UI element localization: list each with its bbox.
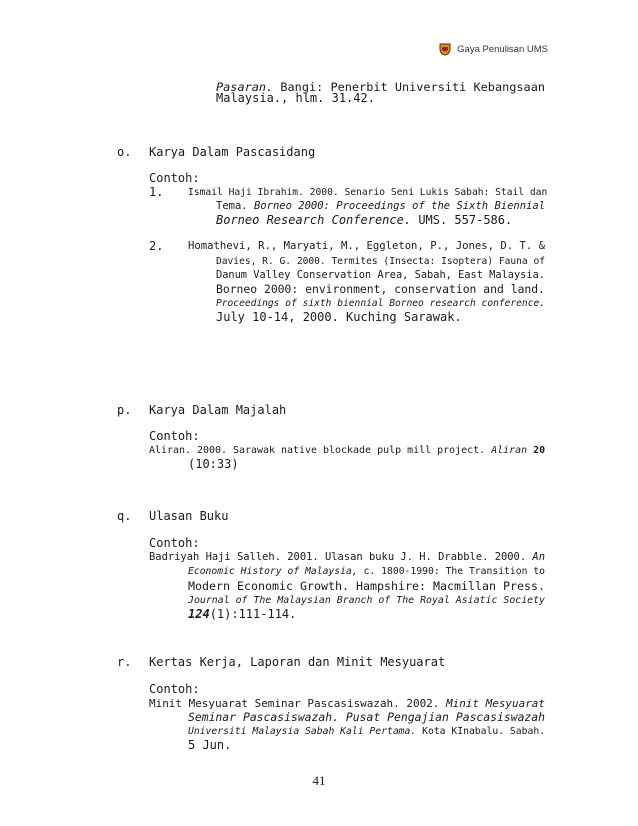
section-q-heading: Ulasan Buku xyxy=(149,509,229,523)
section-p-heading: Karya Dalam Majalah xyxy=(149,403,287,417)
entry-line: 124(1):111-114. xyxy=(188,607,297,621)
entry-line: Danum Valley Conservation Area, Sabah, East Malaysia. xyxy=(216,269,545,281)
entry-number: 1. xyxy=(149,185,164,199)
continuation-line-2: Malaysia., hlm. 31.42. xyxy=(216,91,375,105)
entry-line: Journal of The Malaysian Branch of The Royal Asiatic Society xyxy=(188,595,545,606)
continuation-line-1: Pasaran. Bangi: Penerbit Universiti Kebangsaan xyxy=(216,80,545,94)
page-number: 41 xyxy=(312,773,326,788)
section-p-letter: p. xyxy=(117,403,132,417)
entry-line: Homathevi, R., Maryati, M., Eggleton, P., Jones, D. T. & xyxy=(188,240,546,252)
entry-line: Borneo Research Conference. UMS. 557-586. xyxy=(216,213,513,227)
section-r-letter: r. xyxy=(117,655,132,669)
entry-line: Universiti Malaysia Sabah Kali Pertama. Kota KInabalu. Sabah. xyxy=(188,726,546,737)
entry-line: Proceedings of sixth biennial Borneo research conference. xyxy=(216,298,545,309)
section-o-heading: Karya Dalam Pascasidang xyxy=(149,145,316,159)
ums-crest-icon xyxy=(438,42,452,56)
entry-line: (10:33) xyxy=(188,457,239,471)
entry-line: Modern Economic Growth. Hampshire: Macmillan Press. xyxy=(188,579,545,593)
entry-number: 2. xyxy=(149,239,164,253)
entry-line: Economic History of Malaysia, c. 1800-1990: The Transition to xyxy=(188,566,546,577)
section-q-letter: q. xyxy=(117,509,132,523)
entry-line: Ismail Haji Ibrahim. 2000. Senario Seni Lukis Sabah: Stail dan xyxy=(188,187,548,198)
header-text: Gaya Penulisan UMS xyxy=(457,43,548,55)
entry-line: Minit Mesyuarat Seminar Pascasiswazah. 2002. Minit Mesyuarat xyxy=(149,697,545,710)
entry-line: Badriyah Haji Salleh. 2001. Ulasan buku J. H. Drabble. 2000. An xyxy=(149,551,545,563)
entry-line: Borneo 2000: environment, conservation and land. xyxy=(216,282,545,296)
section-q-contoh: Contoh: xyxy=(149,536,200,550)
entry-line: Seminar Pascasiswazah. Pusat Pengajian Pascasiswazah xyxy=(188,710,546,724)
section-o-letter: o. xyxy=(117,145,132,159)
entry-line: July 10-14, 2000. Kuching Sarawak. xyxy=(216,310,462,324)
entry-line: Aliran. 2000. Sarawak native blockade pulp mill project. Aliran 20 xyxy=(149,445,546,456)
section-r-heading: Kertas Kerja, Laporan dan Minit Mesyuarat xyxy=(149,655,446,669)
section-p-contoh: Contoh: xyxy=(149,429,200,443)
entry-line: Davies, R. G. 2000. Termites (Insecta: Isoptera) Fauna of xyxy=(216,256,546,267)
entry-line: Tema. Borneo 2000: Proceedings of the Sixth Biennial xyxy=(216,200,546,212)
section-r-contoh: Contoh: xyxy=(149,682,200,696)
section-o-contoh: Contoh: xyxy=(149,171,200,185)
page-header xyxy=(438,42,548,56)
entry-line: 5 Jun. xyxy=(188,738,232,752)
